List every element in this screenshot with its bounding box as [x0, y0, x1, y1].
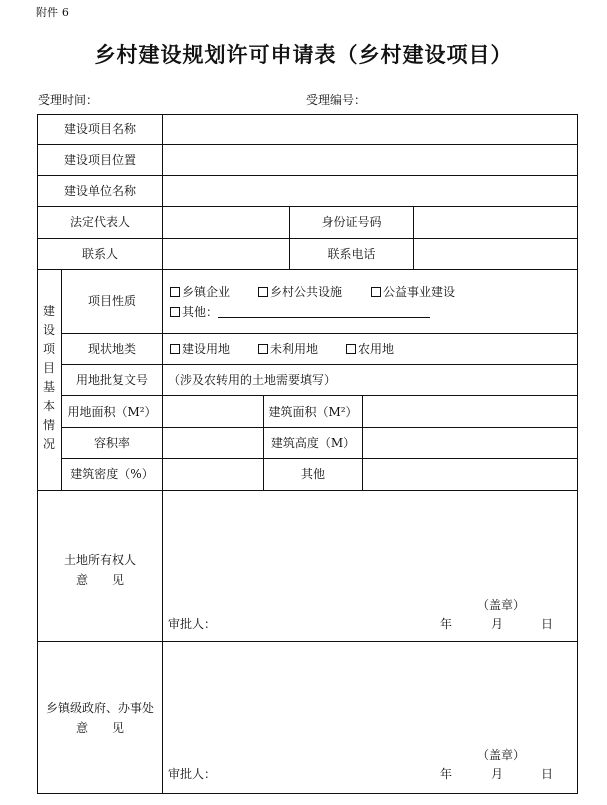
building-density-label: 建筑密度（%）	[70, 467, 154, 481]
checkbox[interactable]	[170, 307, 180, 317]
approver-label: 审批人：	[168, 767, 217, 781]
nature-option-public-facility[interactable]: 乡村公共设施	[258, 285, 342, 299]
plot-ratio-label: 容积率	[93, 436, 130, 450]
month-label: 月	[491, 767, 504, 781]
checkbox[interactable]	[170, 344, 180, 354]
id-number-label: 身份证号码	[321, 215, 382, 229]
township-opinion-label: 乡镇级政府、办事处 意 见	[45, 701, 154, 735]
building-area-label: 建筑面积（M²）	[268, 405, 358, 419]
other-input-line[interactable]	[218, 306, 430, 318]
unit-name-label: 建设单位名称	[63, 184, 136, 198]
nature-option-public-welfare[interactable]: 公益事业建设	[371, 285, 455, 299]
contact-label: 联系人	[81, 247, 118, 261]
seal-label: （盖章）	[477, 598, 526, 612]
checkbox[interactable]	[170, 287, 180, 297]
checkbox[interactable]	[258, 287, 268, 297]
land-option-agricultural[interactable]: 农用地	[346, 342, 394, 356]
landowner-opinion-label: 土地所有权人 意 见	[63, 553, 136, 587]
accept-time-label: 受理时间：	[38, 93, 99, 107]
land-area-label: 用地面积（M²）	[67, 405, 157, 419]
contact-phone-label: 联系电话	[327, 247, 376, 261]
nature-option-other[interactable]: 其他：	[170, 305, 430, 319]
land-option-construction[interactable]: 建设用地	[170, 342, 230, 356]
day-label: 日	[541, 767, 554, 781]
other-label: 其他	[300, 467, 325, 481]
year-label: 年	[440, 617, 453, 631]
month-label: 月	[491, 617, 504, 631]
day-label: 日	[541, 617, 554, 631]
land-status-label: 现状地类	[87, 342, 136, 356]
accept-number-label: 受理编号：	[306, 93, 367, 107]
land-option-unused[interactable]: 未利用地	[258, 342, 318, 356]
project-name-label: 建设项目名称	[63, 122, 136, 136]
approval-number-label: 用地批复文号	[75, 373, 148, 387]
checkbox[interactable]	[371, 287, 381, 297]
building-height-label: 建筑高度（M）	[270, 436, 356, 450]
attachment-label: 附件 6	[36, 6, 69, 19]
checkbox[interactable]	[346, 344, 356, 354]
approval-note: （涉及农转用的土地需要填写）	[168, 373, 337, 387]
year-label: 年	[440, 767, 453, 781]
form-title: 乡村建设规划许可申请表（乡村建设项目）	[94, 42, 513, 67]
seal-label: （盖章）	[477, 748, 526, 762]
legal-rep-label: 法定代表人	[69, 215, 130, 229]
basic-info-side-label: 建 设 项 目 基 本 情 况	[42, 304, 55, 451]
project-location-label: 建设项目位置	[63, 153, 136, 167]
project-nature-label: 项目性质	[87, 294, 136, 308]
approver-label: 审批人：	[168, 617, 217, 631]
checkbox[interactable]	[258, 344, 268, 354]
nature-option-township-enterprise[interactable]: 乡镇企业	[170, 285, 230, 299]
